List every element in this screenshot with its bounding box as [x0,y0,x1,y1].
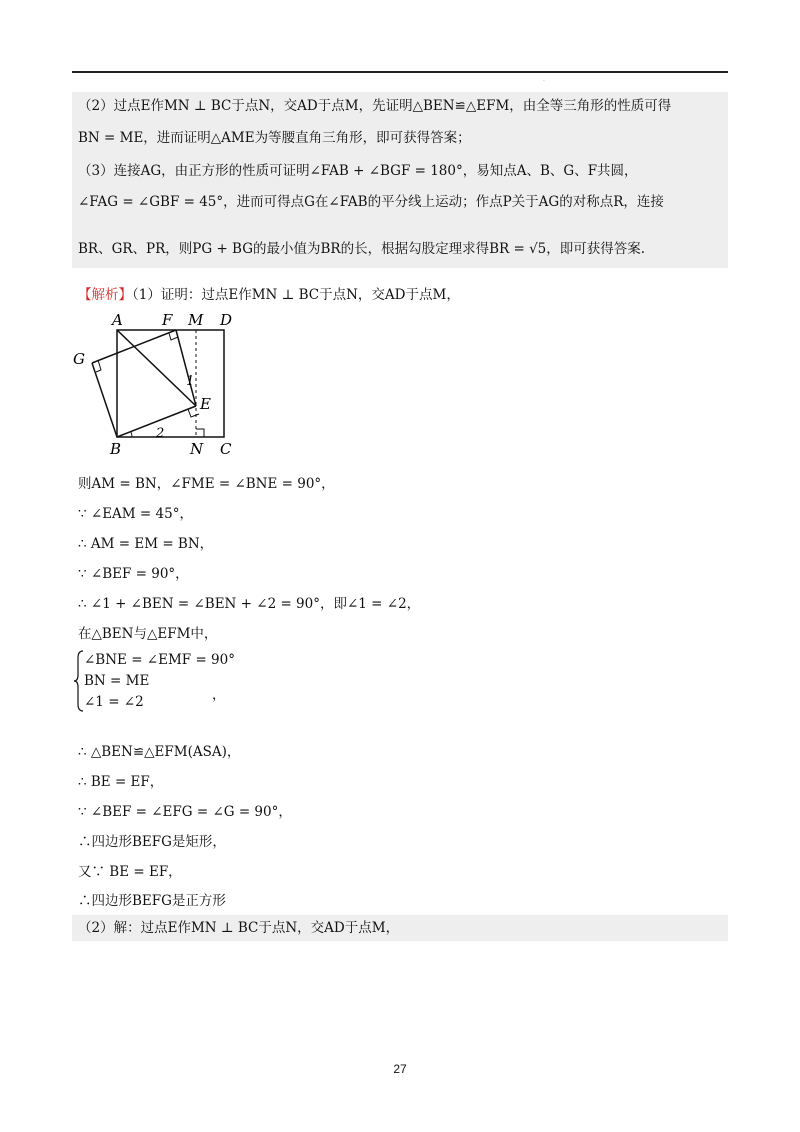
line-ef [176,330,196,406]
label-A: A [112,311,123,329]
page-number: 27 [393,1062,407,1076]
header-rule [72,71,728,73]
geometry-figure [70,308,245,458]
analysis-line-4: ∠FAG = ∠GBF = 45°，进而可得点G在∠FAB的平分线上运动；作点P关于AG的对称点R，连接 [78,194,664,210]
analysis-line-5: BR、GR、PR，则PG + BG的最小值为BR的长，根据勾股定理求得BR = √5，即可获得答案. [78,241,646,257]
proof-line-3: ∴ AM = EM = BN， [78,536,214,552]
proof-line-6: 在△BEN与△EFM中， [78,626,218,642]
proof-line-5: ∴ ∠1 + ∠BEN = ∠BEN + ∠2 = 90°，即∠1 = ∠2， [78,596,421,612]
line-ae [117,330,196,406]
conclusion-line-5: 又∵ BE = EF， [78,864,182,880]
proof-line-1: 则AM = BN，∠FME = ∠BNE = 90°， [78,476,335,492]
proof-line-2: ∵ ∠EAM = 45°， [78,506,193,522]
proof-line-4: ∵ ∠BEF = 90°， [78,566,189,582]
part2-intro: （2）解：过点E作MN ⊥ BC于点N，交AD于点M， [78,920,400,936]
solution-tag: 【解析】 [78,287,132,303]
analysis-line-2: BN = ME，进而证明△AME为等腰直角三角形，即可获得答案； [78,130,471,146]
right-angle-n [196,429,204,437]
right-angle-e [188,409,199,417]
conclusion-line-2: ∴ BE = EF， [78,774,164,790]
system-brace [74,650,84,712]
conclusion-line-3: ∵ ∠BEF = ∠EFG = ∠G = 90°， [78,804,292,820]
solution-intro-text: （1）证明：过点E作MN ⊥ BC于点N，交AD于点M， [132,287,460,303]
label-C: C [220,440,232,458]
label-angle-1: 1 [186,374,195,389]
analysis-line-3: （3）连接AG，由正方形的性质可证明∠FAB + ∠BGF = 180°，易知点A、B、G、F共圆， [78,163,638,179]
label-M: M [188,311,204,329]
label-D: D [220,311,233,329]
label-F: F [162,311,173,329]
analysis-line-1: （2）过点E作MN ⊥ BC于点N，交AD于点M，先证明△BEN≌△EFM，由全等三角形的性质可得 [78,98,672,114]
system-trail: ， [212,687,226,703]
line-gb [92,363,117,437]
conclusion-line-4: ∴四边形BEFG是矩形， [78,834,226,850]
label-angle-2: 2 [156,426,165,441]
system-row-3: ∠1 = ∠2 [84,694,144,710]
label-E: E [200,395,211,413]
solution-intro [78,285,460,305]
system-row-2: BN = ME [84,673,150,689]
header-dot: . [543,76,545,83]
conclusion-line-6: ∴四边形BEFG是正方形 [78,893,226,909]
label-G: G [73,350,85,368]
label-B: B [110,440,122,458]
conclusion-line-1: ∴ △BEN≌△EFM(ASA)， [78,744,241,760]
system-row-1: ∠BNE = ∠EMF = 90° [84,652,235,668]
label-N: N [190,440,204,458]
